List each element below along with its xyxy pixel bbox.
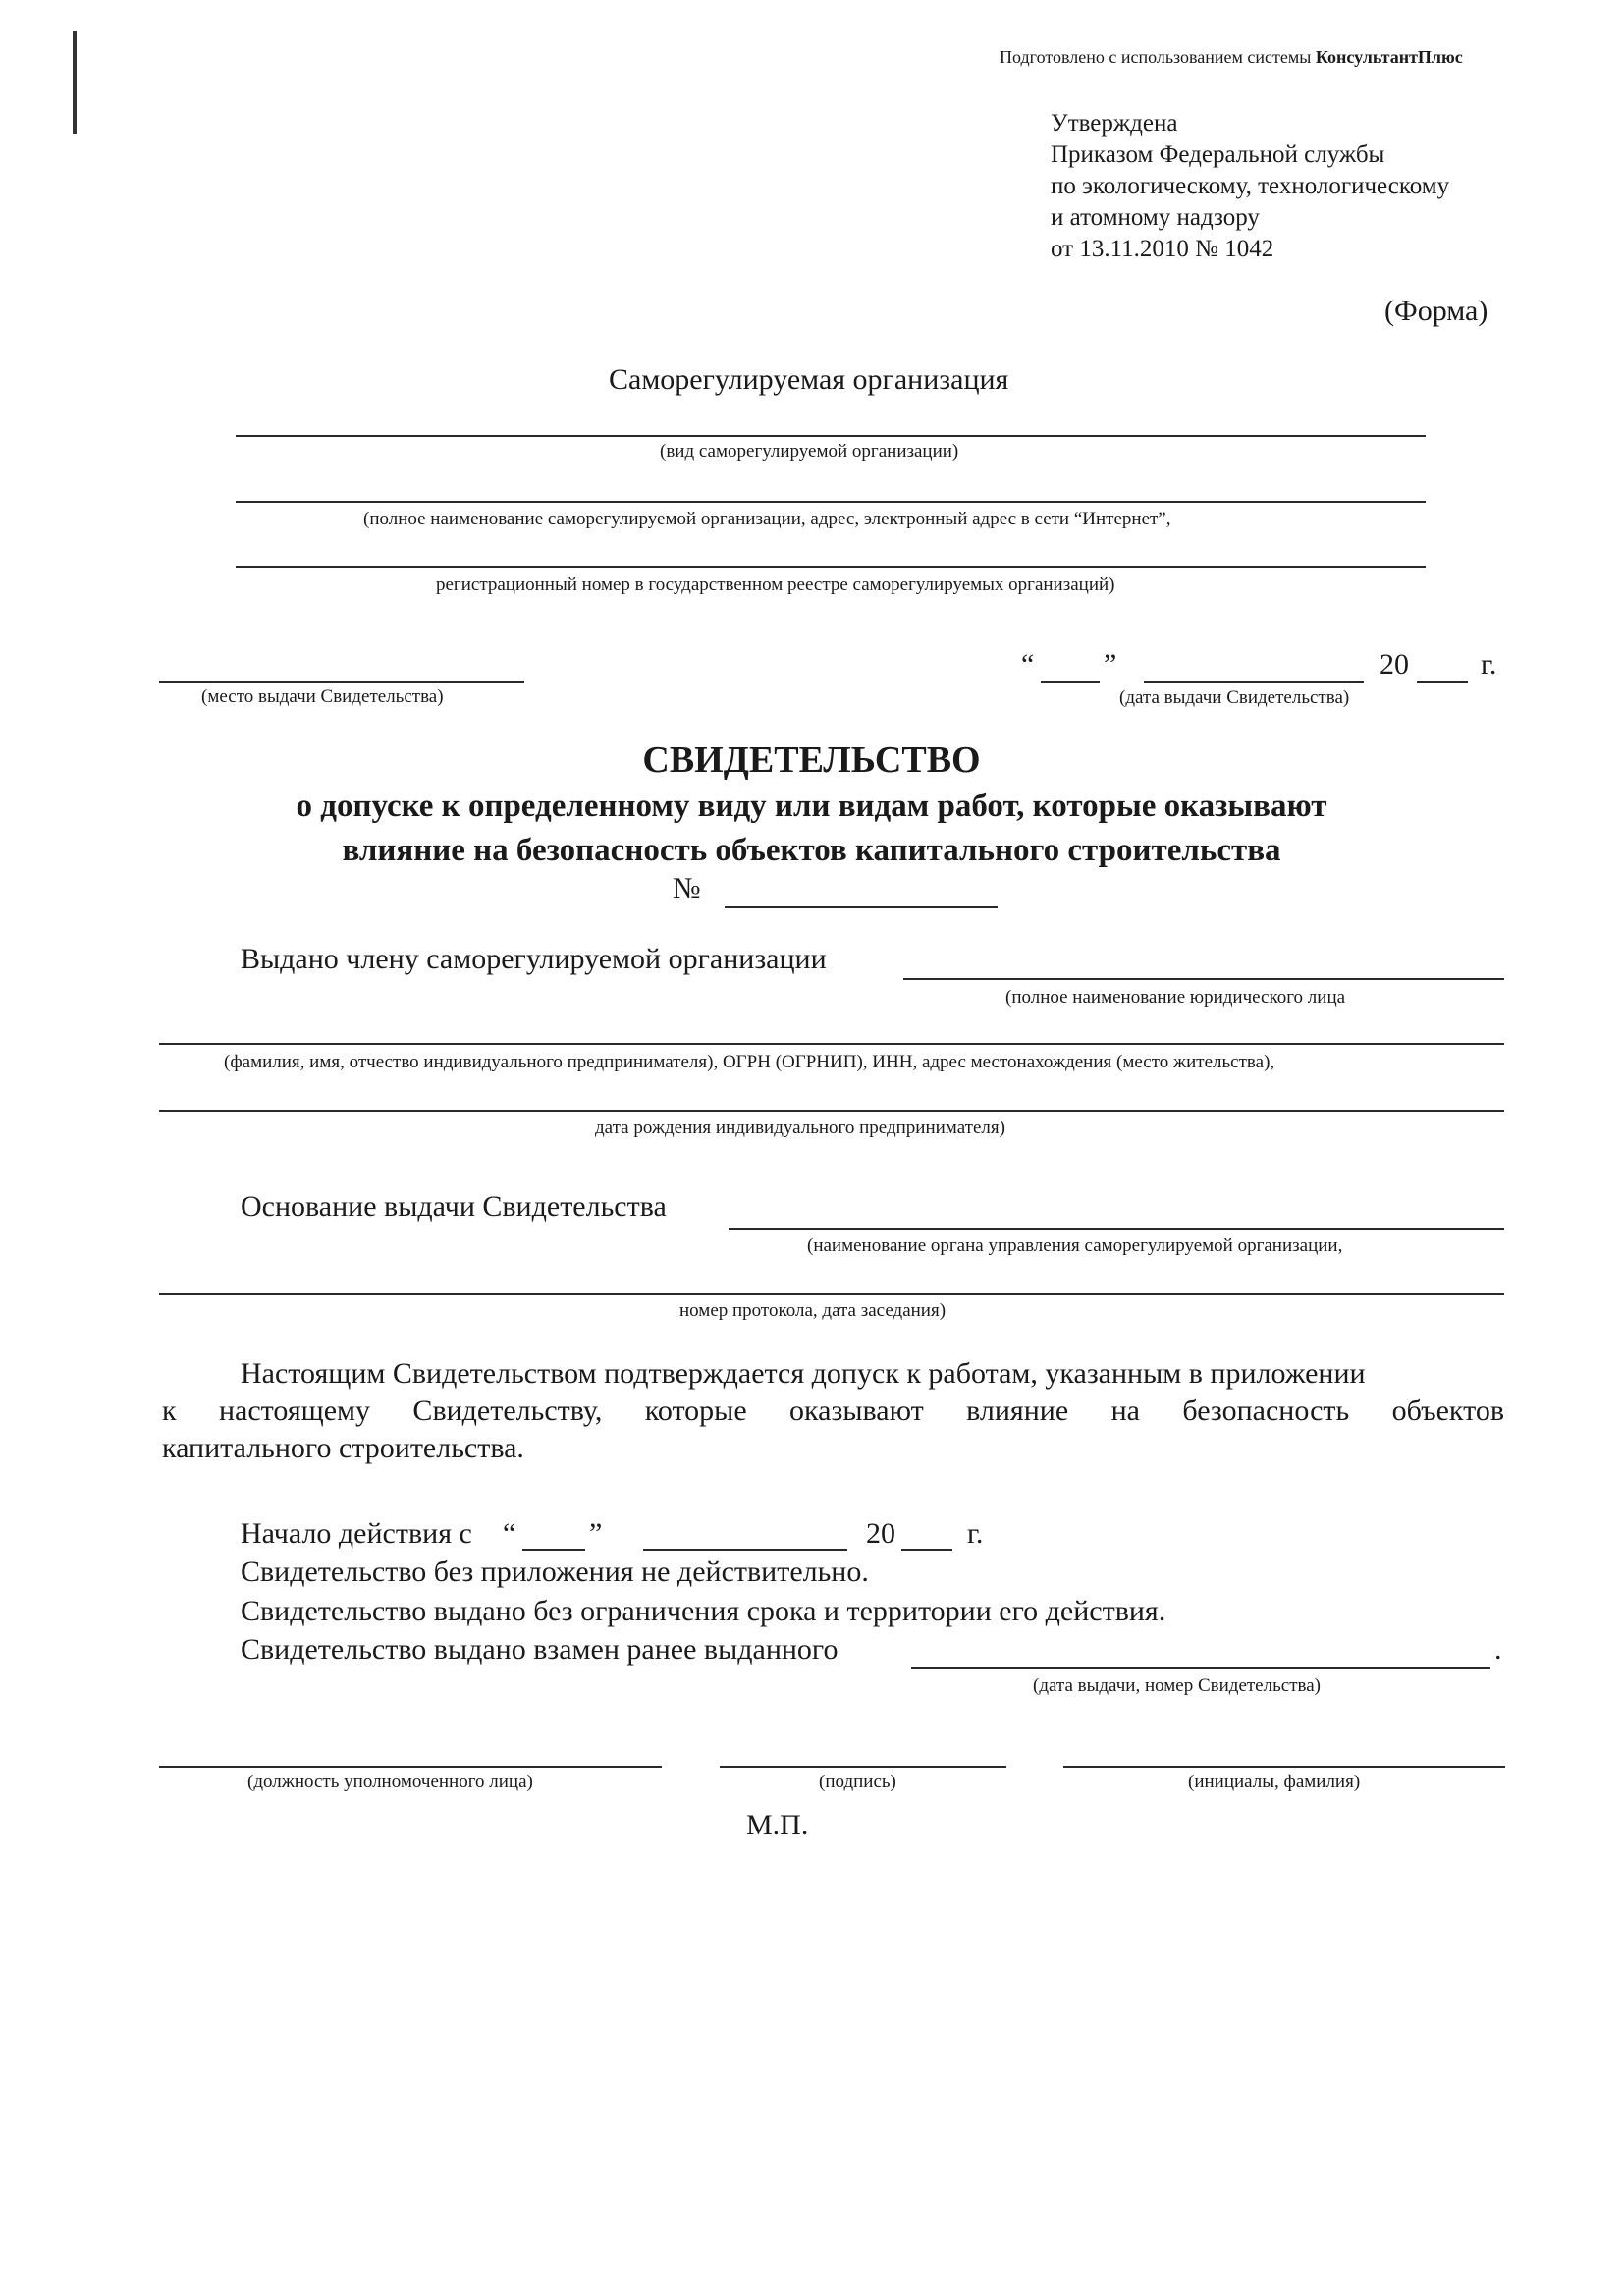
- signature-line[interactable]: [720, 1766, 1006, 1768]
- statement-2: Свидетельство выдано без ограничения срока и территории его действия.: [241, 1595, 1166, 1627]
- member-name-line[interactable]: [903, 978, 1504, 980]
- signatory-position-line[interactable]: [159, 1766, 662, 1768]
- basis-organ-line[interactable]: [729, 1228, 1504, 1230]
- signatory-position-caption: (должность уполномоченного лица): [247, 1772, 533, 1792]
- sro-name-caption: (полное наименование саморегулируемой организации, адрес, электронный адрес в сети “Интернет”,: [363, 509, 1171, 529]
- issue-place-line[interactable]: [159, 681, 524, 683]
- issue-date-caption: (дата выдачи Свидетельства): [1119, 687, 1350, 708]
- start-day-line[interactable]: [522, 1549, 585, 1551]
- start-open-quote: “: [503, 1517, 516, 1550]
- issue-close-quote: ”: [1104, 648, 1117, 681]
- approval-line-5: от 13.11.2010 № 1042: [1051, 236, 1274, 262]
- number-sign: №: [673, 872, 701, 904]
- issue-year-prefix: 20: [1380, 648, 1409, 681]
- previous-certificate-caption: (дата выдачи, номер Свидетельства): [1033, 1675, 1321, 1696]
- start-year-prefix: 20: [866, 1517, 895, 1550]
- paragraph-line-3: капитального строительства.: [162, 1432, 524, 1464]
- approval-line-4: и атомному надзору: [1051, 204, 1260, 231]
- issue-open-quote: “: [1021, 648, 1035, 681]
- paragraph-line-1: Настоящим Свидетельством подтверждается допуск к работам, указанным в приложении: [241, 1357, 1366, 1390]
- issue-place-caption: (место выдачи Свидетельства): [201, 686, 444, 707]
- approval-line-3: по экологическому, технологическому: [1051, 173, 1450, 199]
- seal-placeholder: М.П.: [746, 1809, 809, 1841]
- approval-line-2: Приказом Федеральной службы: [1051, 141, 1385, 168]
- sro-heading: Саморегулируемая организация: [609, 363, 1009, 396]
- scan-margin-mark: [73, 31, 77, 134]
- sro-name-line[interactable]: [236, 501, 1426, 503]
- previous-certificate-line[interactable]: [911, 1667, 1490, 1669]
- member-birth-line[interactable]: [159, 1110, 1504, 1112]
- issue-day-line[interactable]: [1041, 681, 1100, 683]
- source-note-prefix: Подготовлено с использованием системы: [1000, 47, 1316, 67]
- start-close-quote: ”: [589, 1517, 603, 1550]
- signatory-name-line[interactable]: [1063, 1766, 1505, 1768]
- member-label: Выдано члену саморегулируемой организации: [241, 943, 827, 975]
- sro-reg-line[interactable]: [236, 566, 1426, 568]
- issue-year-suffix: г.: [1481, 648, 1497, 681]
- issue-year-line[interactable]: [1417, 681, 1468, 683]
- basis-caption-1: (наименование органа управления саморегулируемой организации,: [807, 1235, 1343, 1256]
- basis-label: Основание выдачи Свидетельства: [241, 1190, 667, 1223]
- approval-block: [1051, 108, 1561, 265]
- source-note-brand: КонсультантПлюс: [1315, 47, 1463, 67]
- issue-month-line[interactable]: [1144, 681, 1364, 683]
- certificate-title: СВИДЕТЕЛЬСТВО: [642, 739, 981, 781]
- basis-protocol-line[interactable]: [159, 1293, 1504, 1295]
- approval-line-1: Утверждена: [1051, 110, 1178, 137]
- member-details-line[interactable]: [159, 1043, 1504, 1045]
- sro-reg-caption: регистрационный номер в государственном реестре саморегулируемых организаций): [436, 574, 1115, 595]
- certificate-subtitle-2: влияние на безопасность объектов капитального строительства: [342, 833, 1281, 868]
- certificate-number-line[interactable]: [725, 906, 998, 908]
- statement-3-end: .: [1494, 1633, 1502, 1666]
- signatory-name-caption: (инициалы, фамилия): [1188, 1772, 1361, 1792]
- start-year-suffix: г.: [967, 1517, 984, 1550]
- statement-3: Свидетельство выдано взамен ранее выданного: [241, 1633, 839, 1666]
- start-label: Начало действия с: [241, 1517, 472, 1550]
- member-caption-2: (фамилия, имя, отчество индивидуального предпринимателя), ОГРН (ОГРНИП), ИНН, адрес местонахождения (место жительства),: [224, 1052, 1275, 1072]
- paragraph-line-2: к настоящему Свидетельству, которые оказывают влияние на безопасность объектов: [162, 1394, 1504, 1427]
- form-label: (Форма): [1384, 295, 1488, 327]
- source-note: [1000, 47, 1463, 68]
- start-year-line[interactable]: [901, 1549, 952, 1551]
- member-caption-1: (полное наименование юридического лица: [1005, 987, 1346, 1008]
- basis-caption-2: номер протокола, дата заседания): [679, 1300, 947, 1321]
- certificate-subtitle-1: о допуске к определенному виду или видам работ, которые оказывают: [296, 789, 1327, 824]
- statement-1: Свидетельство без приложения не действительно.: [241, 1556, 869, 1588]
- member-caption-3: дата рождения индивидуального предпринимателя): [595, 1118, 1005, 1138]
- sro-type-caption: (вид саморегулируемой организации): [660, 441, 959, 462]
- signature-caption: (подпись): [819, 1772, 896, 1792]
- start-month-line[interactable]: [643, 1549, 847, 1551]
- sro-type-line[interactable]: [236, 435, 1426, 437]
